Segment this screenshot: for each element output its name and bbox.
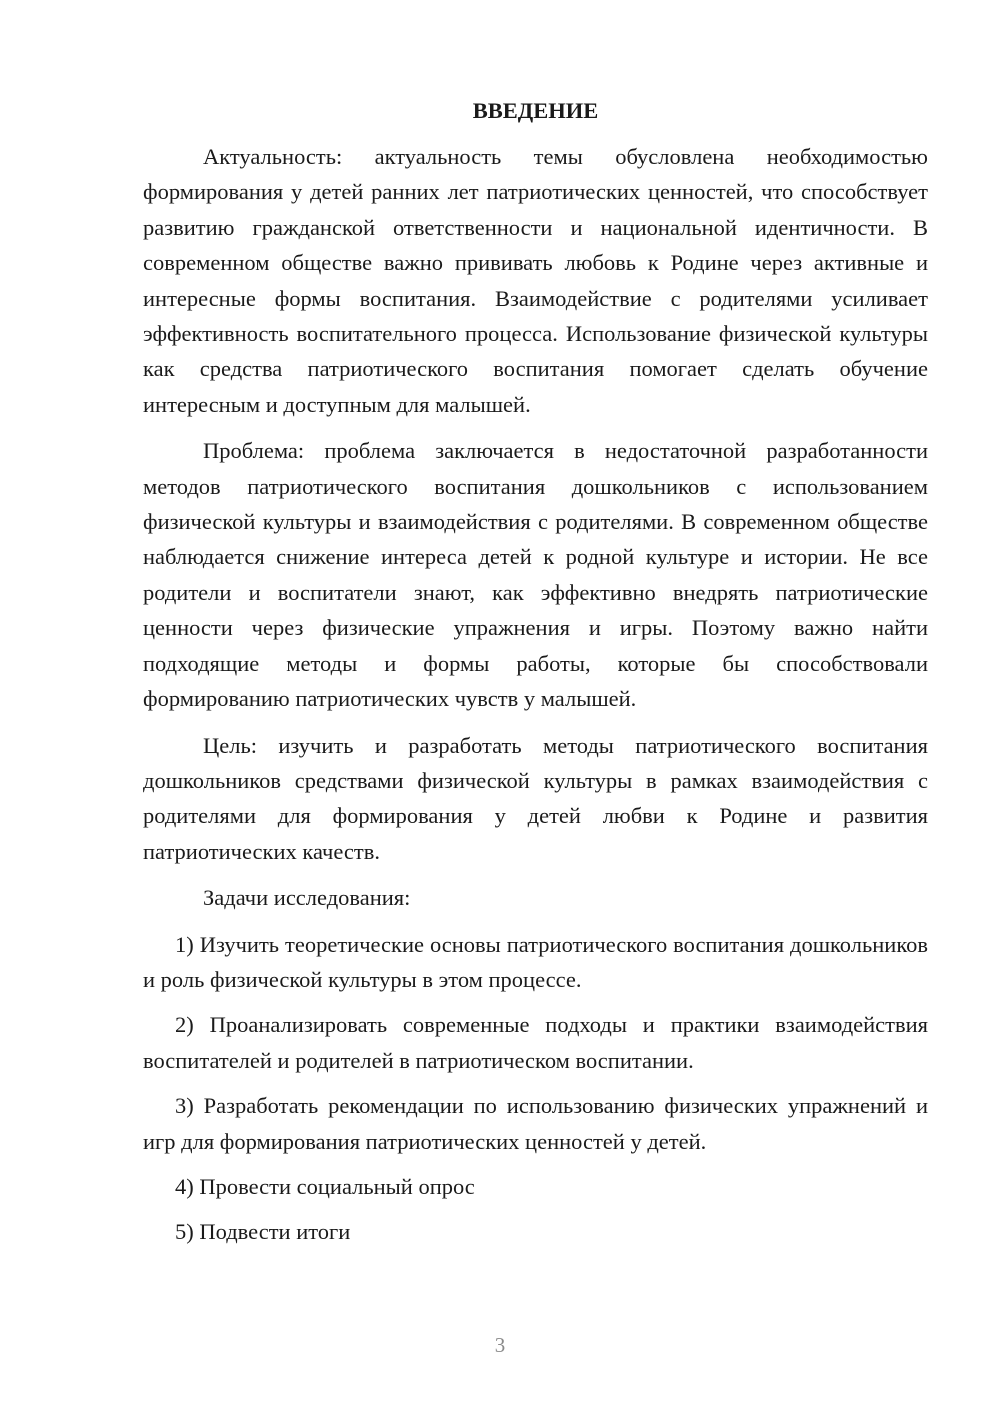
page-title: ВВЕДЕНИЕ (472, 98, 599, 123)
document-page (143, 93, 928, 1260)
tasks-heading: Задачи исследования: (203, 885, 411, 911)
tasks-list (143, 927, 928, 1250)
paragraph-goal: Цель: изучить и разработать методы патриотического воспитания дошкольников средствами физической культуры в рамках взаимодействия с родителями для формирования у детей любви к Родине и развития патриотических качеств. (143, 732, 928, 864)
task-item: 3) Разработать рекомендации по использованию физических упражнений и игр для формирования патриотических ценностей у детей. (143, 1093, 928, 1154)
page-number: 3 (494, 1333, 506, 1357)
task-item: 5) Подвести итоги (175, 1219, 351, 1245)
task-item: 1) Изучить теоретические основы патриотического воспитания дошкольников и роль физической культуры в этом процессе. (143, 931, 928, 992)
task-item: 4) Провести социальный опрос (175, 1173, 475, 1199)
task-item: 2) Проанализировать современные подходы и практики взаимодействия воспитателей и родителей в патриотическом воспитании. (143, 1012, 928, 1073)
paragraph-problem: Проблема: проблема заключается в недостаточной разработанности методов патриотического воспитания дошкольников с использованием физической культуры и взаимодействия с родителями. В современном обществе наблюдается снижение интереса детей к родной культуре и истории. Не все родители и воспитатели знают, как эффективно внедрять патриотические ценности через физические упражнения и игры. Поэтому важно найти подходящие методы и формы работы, которые бы способствовали формированию патриотических чувств у малышей. (143, 438, 928, 712)
paragraph-relevance: Актуальность: актуальность темы обусловлена необходимостью формирования у детей ранних лет патриотических ценностей, что способствует развитию гражданской ответственности и национальной идентичности. В современном обществе важно прививать любовь к Родине через активные и интересные формы воспитания. Взаимодействие с родителями усиливает эффективность воспитательного процесса. Использование физической культуры как средства патриотического воспитания помогает сделать обучение интересным и доступным для малышей. (143, 144, 928, 417)
